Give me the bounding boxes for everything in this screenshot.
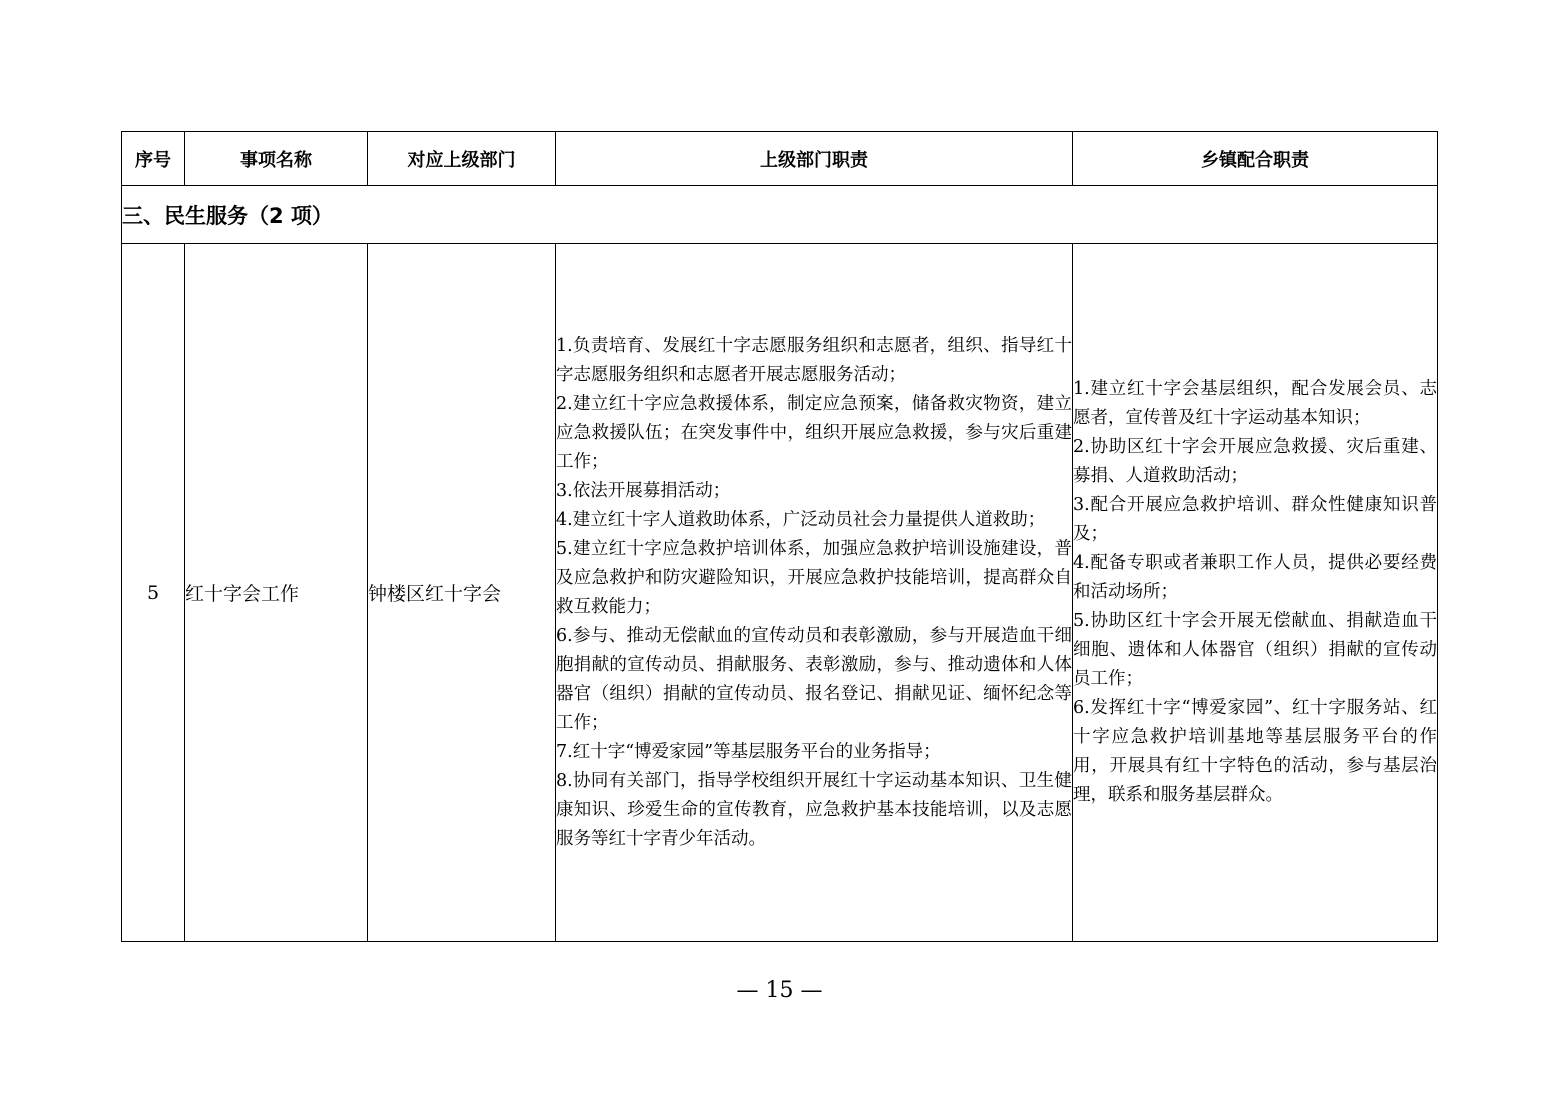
town-duty-item: 2.协助区红十字会开展应急救援、灾后重建、募捐、人道救助活动； <box>1073 437 1437 486</box>
superior-duty-item: 4.建立红十字人道救助体系，广泛动员社会力量提供人道救助； <box>556 509 1046 530</box>
item-name: 红十字会工作 <box>185 244 368 942</box>
header-superior-duties: 上级部门职责 <box>556 132 1073 186</box>
town-duty-item: 1.建立红十字会基层组织，配合发展会员、志愿者，宣传普及红十字运动基本知识； <box>1073 379 1437 428</box>
superior-duties-cell <box>556 244 1073 942</box>
superior-dept: 钟楼区红十字会 <box>368 244 556 942</box>
superior-duty-item: 6.参与、推动无偿献血的宣传动员和表彰激励，参与开展造血干细胞捐献的宣传动员、捐献服务、表彰激励，参与、推动遗体和人体器官（组织）捐献的宣传动员、报名登记、捐献见证、缅怀纪念等工作； <box>556 625 1072 733</box>
row-number: 5 <box>122 244 185 942</box>
town-duty-item: 5.协助区红十字会开展无偿献血、捐献造血干细胞、遗体和人体器官（组织）捐献的宣传动员工作； <box>1073 611 1437 689</box>
header-no: 序号 <box>122 132 185 186</box>
superior-duty-item: 2.建立红十字应急救援体系，制定应急预案，储备救灾物资，建立应急救援队伍；在突发事件中，组织开展应急救援，参与灾后重建工作； <box>556 393 1072 472</box>
page-number: — 15 — <box>736 978 823 1003</box>
superior-duty-item: 3.依法开展募捐活动； <box>556 480 731 501</box>
table-row <box>122 244 1438 942</box>
town-duty-item: 4.配备专职或者兼职工作人员，提供必要经费和活动场所； <box>1073 553 1437 602</box>
superior-duty-item: 5.建立红十字应急救护培训体系，加强应急救护培训设施建设，普及应急救护和防灾避险知识，开展应急救护技能培训，提高群众自救互救能力； <box>556 538 1072 617</box>
superior-duty-item: 1.负责培育、发展红十字志愿服务组织和志愿者，组织、指导红十字志愿服务组织和志愿者开展志愿服务活动； <box>556 335 1072 385</box>
section-title: 三、民生服务（2 项） <box>122 186 1438 244</box>
town-duty-item: 6.发挥红十字“博爱家园”、红十字服务站、红十字应急救护培训基地等基层服务平台的作用，开展具有红十字特色的活动，参与基层治理，联系和服务基层群众。 <box>1073 698 1437 805</box>
duty-table <box>121 131 1438 942</box>
header-row <box>122 132 1438 186</box>
town-duties-cell <box>1073 244 1438 942</box>
superior-duty-item: 7.红十字“博爱家园”等基层服务平台的业务指导； <box>556 741 941 762</box>
town-duty-item: 3.配合开展应急救护培训、群众性健康知识普及； <box>1073 495 1437 544</box>
header-superior-dept: 对应上级部门 <box>368 132 556 186</box>
superior-duty-item: 8.协同有关部门，指导学校组织开展红十字运动基本知识、卫生健康知识、珍爱生命的宣传教育，应急救护基本技能培训，以及志愿服务等红十字青少年活动。 <box>556 770 1072 849</box>
section-row <box>122 186 1438 244</box>
header-town-duties: 乡镇配合职责 <box>1073 132 1438 186</box>
header-item-name: 事项名称 <box>185 132 368 186</box>
